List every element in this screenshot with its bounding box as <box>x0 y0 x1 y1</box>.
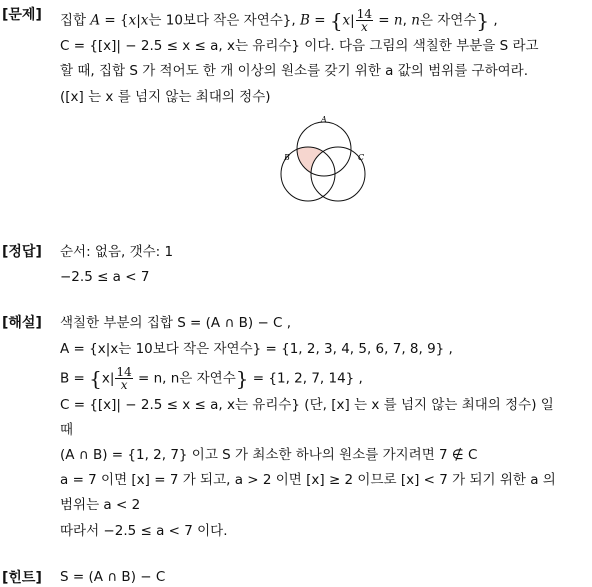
set-B-label: B <box>284 153 290 162</box>
fraction-14-over-x: $\frac{14}{x}$ <box>356 7 373 34</box>
solution-line-8: 범위는 a < 2 <box>60 497 141 513</box>
solution-line-3: B = {x| $\frac{14}{x}$ = n, n은 자연수} = {1, 2, 7, 14} , <box>60 365 363 392</box>
answer-line-2: −2.5 ≤ a < 7 <box>60 269 150 285</box>
solution-line-7: a = 7 이면 [x] = 7 가 되고, a > 2 이면 [x] ≥ 2 이므로 [x] < 7 가 되기 위한 a 의 <box>60 472 556 488</box>
set-A-label: A <box>321 115 327 124</box>
hint-line-1: S = (A ∩ B) − C <box>60 569 166 585</box>
solution-line-5: 때 <box>60 422 74 438</box>
problem-line-1: 집합 A = {x|x는 10보다 작은 자연수}, B = {x| $\frac{14}{x}$ = n, n은 자연수} , <box>60 7 498 34</box>
solution-line-9: 따라서 −2.5 ≤ a < 7 이다. <box>60 523 228 539</box>
problem-line-4: ([x] 는 x 를 넘지 않는 최대의 정수) <box>60 89 271 105</box>
solution-line-6: (A ∩ B) = {1, 2, 7} 이고 S 가 최소한 하나의 원소를 가지려면 7 ∉ C <box>60 447 478 463</box>
answer-label: [정답] <box>2 244 42 260</box>
solution-line-2: A = {x|x는 10보다 작은 자연수} = {1, 2, 3, 4, 5, 6, 7, 8, 9} , <box>60 341 453 357</box>
problem-label: [문제] <box>2 7 42 23</box>
hint-label: [힌트] <box>2 570 42 586</box>
problem-line-2: C = {[x]| − 2.5 ≤ x ≤ a, x는 유리수} 이다. 다음 그림의 색칠한 부분을 S 라고 <box>60 38 539 54</box>
venn-diagram <box>276 112 376 212</box>
solution-line-1: 색칠한 부분의 집합 S = (A ∩ B) − C , <box>60 315 292 331</box>
problem-line-3: 할 때, 집합 S 가 적어도 한 개 이상의 원소를 갖기 위한 a 값의 범위를 구하여라. <box>60 63 528 79</box>
solution-line-4: C = {[x]| − 2.5 ≤ x ≤ a, x는 유리수} (단, [x] 는 x 를 넘지 않는 최대의 정수) 일 <box>60 397 554 413</box>
answer-line-1: 순서: 없음, 갯수: 1 <box>60 244 174 260</box>
solution-label: [해설] <box>2 315 42 331</box>
fraction-14-over-x-solution: $\frac{14}{x}$ <box>116 365 132 392</box>
set-C-label: C <box>358 153 365 162</box>
